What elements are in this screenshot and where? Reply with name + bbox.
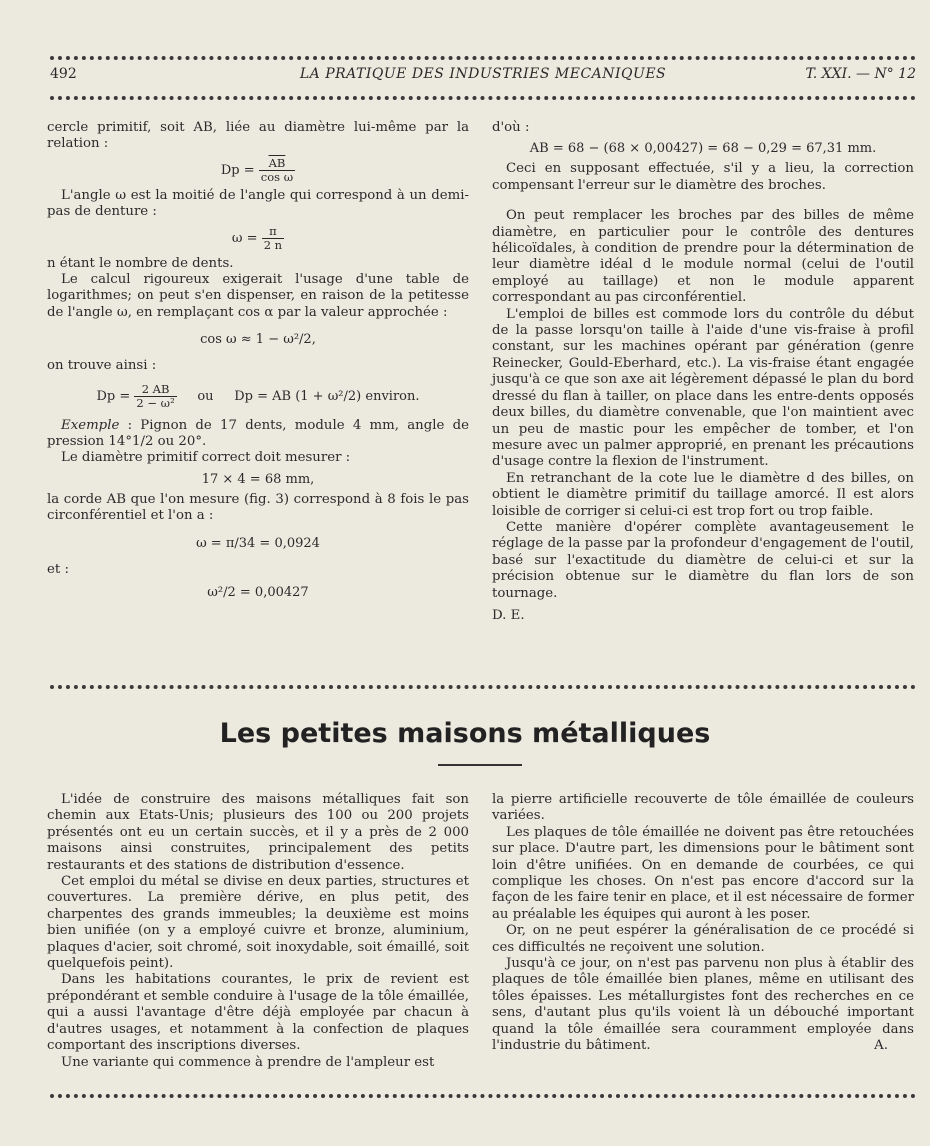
paragraph: n étant le nombre de dents. xyxy=(47,255,234,271)
paragraph: Or, on ne peut espérer la généralisation de ce procédé si ces difficultés ne reçoivent une solution. xyxy=(492,923,914,955)
paragraph: la pierre artificielle recouverte de tôle émaillée de couleurs variées. xyxy=(492,792,914,824)
formula-omega: ω = $\frac{\pi}{2 n}$ xyxy=(231,223,283,252)
paragraph: Dans les habitations courantes, le prix de revient est prépondérant et semble conduire à l'usage de la tôle émaillée, qui a aussi l'avantage d'être déjà employée par chacun à d'autres usages, et notamment à la confection de plaques comportant des inscriptions diverses. xyxy=(47,972,469,1054)
paragraph: Cette manière d'opérer complète avantageusement le réglage de la passe par la profondeur d'engagement de l'outil, basé sur l'exactitude du diamètre de celui-ci et sur la précision obtenue sur le diamètre du flan lors de son tournage. xyxy=(492,519,914,601)
formula-dp: Dp = $\frac{\overline{AB}}{\text{cos ω}}$ xyxy=(220,155,294,184)
running-header xyxy=(50,66,916,86)
top-right-column xyxy=(492,120,914,624)
formula-ab: AB = 68 − (68 × 0,00427) = 68 − 0,29 = 67,31 mm. xyxy=(529,141,877,157)
paragraph: L'emploi de billes est commode lors du contrôle du début de la passe lorsqu'on taille à l'aide d'une vis-fraise à profil constant, sur les machines opérant par génération (genre Reinecker, Gould-Eberhard, etc.). La vis-fraise étant engagée jusqu'à ce que son axe ait légèrement dépassé le plan du bord dressé du flan à tailler, on place dans les entre-dents opposés deux billes, du diamètre convenable, que l'on maintient avec un peu de mastic pour les empêcher de tomber, et l'on mesure avec un palmer approprié, en prenant les précautions d'usage contre la flexion de l'instrument. xyxy=(492,306,914,470)
paragraph: Les plaques de tôle émaillée ne doivent pas être retouchées sur place. D'autre part, les dimensions pour le bâtiment sont loin d'être unifiées. On en demande de courbées, ce qui complique les choses. On n'est pas encore d'accord sur la façon de les faire tenir en place, et il est nécessaire de former au préalable les équipes qui auront à les poser. xyxy=(492,824,914,922)
paragraph: On peut remplacer les broches par des billes de même diamètre, en particulier pour le contrôle des dentures hélicoïdales, à condition de prendre pour la détermination de leur diamètre idéal d le module normal (celui de l'outil employé au taillage) et non le module apparent correspondant au pas circonférentiel. xyxy=(492,208,914,306)
article-title: Les petites maisons métalliques xyxy=(219,718,711,749)
journal-title: LA PRATIQUE DES INDUSTRIES MECANIQUES xyxy=(299,66,667,82)
paragraph: Jusqu'à ce jour, on n'est pas parvenu non plus à établir des plaques de tôle émaillée bien planes, même en utilisant des tôles épaisses. Les métallurgistes font des recherches en ce sens, d'autant plus qu'ils voient là un débouché important quand la tôle émaillée sera couramment employée dans l'industrie du bâtiment. A. xyxy=(492,956,914,1054)
paragraph: et : xyxy=(47,561,69,577)
formula-dp-approx: Dp = $\frac{2 AB}{\text{2 − ω²}}$ ou Dp = AB (1 + ω²/2) environ. xyxy=(96,381,420,410)
paragraph: Ceci en supposant effectuée, s'il y a lieu, la correction compensant l'erreur sur le diamètre des broches. xyxy=(492,161,914,193)
paragraph: L'angle ω est la moitié de l'angle qui correspond à un demi-pas de denture : xyxy=(47,187,469,220)
page-number: 492 xyxy=(50,66,77,82)
paragraph: Cet emploi du métal se divise en deux parties, structures et couvertures. La première dérive, en plus petit, des charpentes des grands immeubles; la deuxième est moins bien unifiée (on y a employé cuivre et bronze, aluminium, plaques d'acier, soit chromé, soit inoxydable, soit émaillé, soit quelquefois peint). xyxy=(47,874,469,972)
paragraph: on trouve ainsi : xyxy=(47,358,157,374)
formula-diameter: 17 × 4 = 68 mm, xyxy=(201,471,315,487)
paragraph: d'où : xyxy=(492,120,530,135)
paragraph: la corde AB que l'on mesure (fig. 3) correspond à 8 fois le pas circonférentiel et l'on a : xyxy=(47,491,469,524)
formula-cos-approx: cos ω ≈ 1 − ω²/2, xyxy=(200,332,316,348)
paragraph: L'idée de construire des maisons métalliques fait son chemin aux Etats-Unis; plusieurs des 100 ou 200 projets présentés ont eu un certain succès, et il y a près de 2 000 maisons ainsi construites, principalement des petits restaurants et des stations de distribution d'essence. xyxy=(47,792,469,873)
formula-omega-value: ω = π/34 = 0,0924 xyxy=(196,535,320,551)
paragraph: cercle primitif, soit AB, liée au diamètre lui-même par la relation : xyxy=(47,120,469,152)
article-left-column xyxy=(47,792,469,1071)
paragraph: Exemple : Pignon de 17 dents, module 4 mm, angle de pression 14°1/2 ou 20°. xyxy=(47,417,469,450)
paragraph: En retranchant de la cote lue le diamètre d des billes, on obtient le diamètre primitif du taillage amorcé. Il est alors loisible de corriger si celui-ci est trop fort ou trop faible. xyxy=(492,470,914,519)
volume-issue: T. XXI. — N° 12 xyxy=(805,66,916,82)
signature: A. xyxy=(874,1038,888,1054)
article-right-column xyxy=(492,792,914,1055)
formula-omega-sq: ω²/2 = 0,00427 xyxy=(207,585,309,601)
signature: D. E. xyxy=(492,607,525,623)
paragraph: Le calcul rigoureux exigerait l'usage d'une table de logarithmes; on peut s'en dispenser, en raison de la petitesse de l'angle ω, en remplaçant cos α par la valeur approchée : xyxy=(47,272,469,320)
top-left-column xyxy=(47,120,469,607)
section-dotted-rule xyxy=(50,685,916,689)
title-rule xyxy=(438,764,522,766)
top-dotted-rule xyxy=(50,56,916,60)
header-dotted-rule xyxy=(50,96,916,100)
bottom-dotted-rule xyxy=(50,1094,916,1098)
paragraph: Le diamètre primitif correct doit mesurer : xyxy=(61,450,351,466)
paragraph: Une variante qui commence à prendre de l'ampleur est xyxy=(61,1054,435,1070)
